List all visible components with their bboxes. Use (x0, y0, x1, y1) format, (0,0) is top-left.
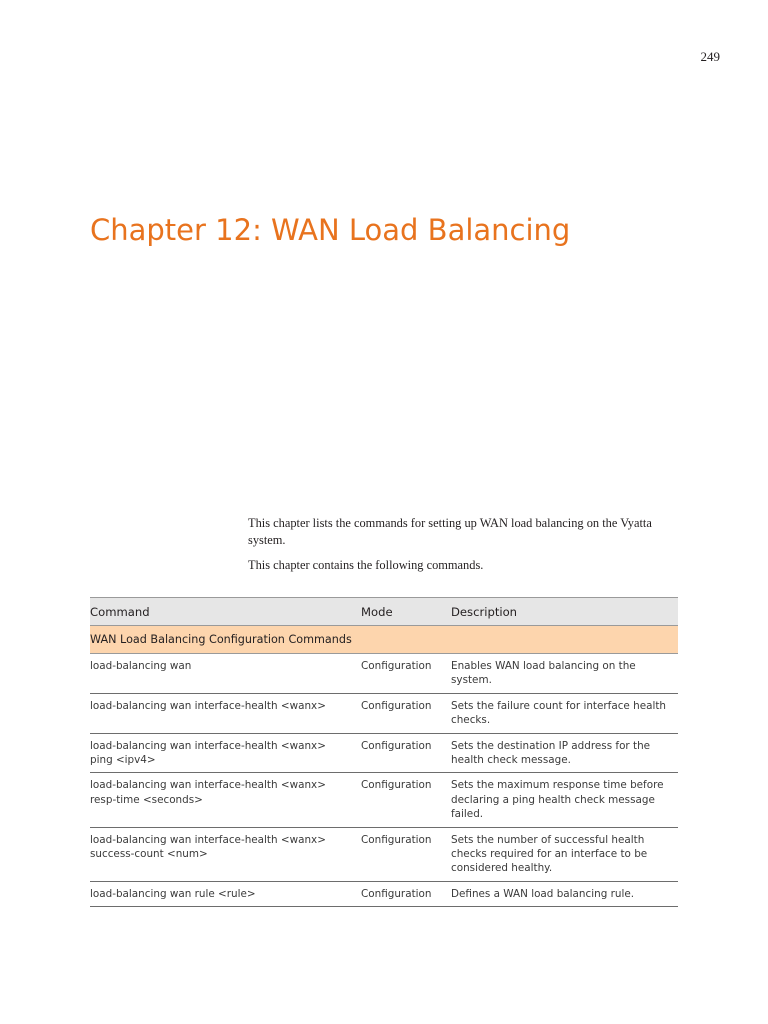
command-cell: load-balancing wan rule <rule> (90, 881, 361, 906)
table-row (90, 827, 678, 881)
command-cell: load-balancing wan interface-health <wanx> ping <ipv4> (90, 733, 361, 773)
mode-cell: Configuration (361, 693, 451, 733)
table-row (90, 654, 678, 694)
header-description: Description (451, 598, 678, 626)
mode-cell: Configuration (361, 733, 451, 773)
description-cell: Sets the maximum response time before declaring a ping health check message failed. (451, 773, 678, 827)
command-table (90, 597, 678, 907)
mode-cell: Configuration (361, 881, 451, 906)
intro-paragraph: This chapter lists the commands for setting up WAN load balancing on the Vyatta system. (248, 516, 652, 547)
table-section-row (90, 626, 678, 654)
header-command: Command (90, 598, 361, 626)
intro-paragraph: This chapter contains the following commands. (248, 558, 484, 572)
table-row (90, 693, 678, 733)
mode-cell: Configuration (361, 773, 451, 827)
table-row (90, 733, 678, 773)
command-cell: load-balancing wan interface-health <wanx> resp-time <seconds> (90, 773, 361, 827)
description-cell: Sets the destination IP address for the health check message. (451, 733, 678, 773)
page-number: 249 (700, 49, 720, 64)
command-cell: load-balancing wan (90, 654, 361, 694)
description-cell: Sets the number of successful health checks required for an interface to be considered healthy. (451, 827, 678, 881)
header-mode: Mode (361, 598, 451, 626)
description-cell: Defines a WAN load balancing rule. (451, 881, 678, 906)
chapter-intro (248, 515, 684, 582)
mode-cell: Configuration (361, 654, 451, 694)
table-row (90, 773, 678, 827)
section-title: WAN Load Balancing Configuration Commands (90, 626, 678, 654)
table-header-row (90, 598, 678, 626)
description-cell: Sets the failure count for interface health checks. (451, 693, 678, 733)
chapter-title: Chapter 12: WAN Load Balancing (90, 213, 571, 247)
command-cell: load-balancing wan interface-health <wanx> success-count <num> (90, 827, 361, 881)
table-row (90, 881, 678, 906)
description-cell: Enables WAN load balancing on the system. (451, 654, 678, 694)
mode-cell: Configuration (361, 827, 451, 881)
command-cell: load-balancing wan interface-health <wanx> (90, 693, 361, 733)
